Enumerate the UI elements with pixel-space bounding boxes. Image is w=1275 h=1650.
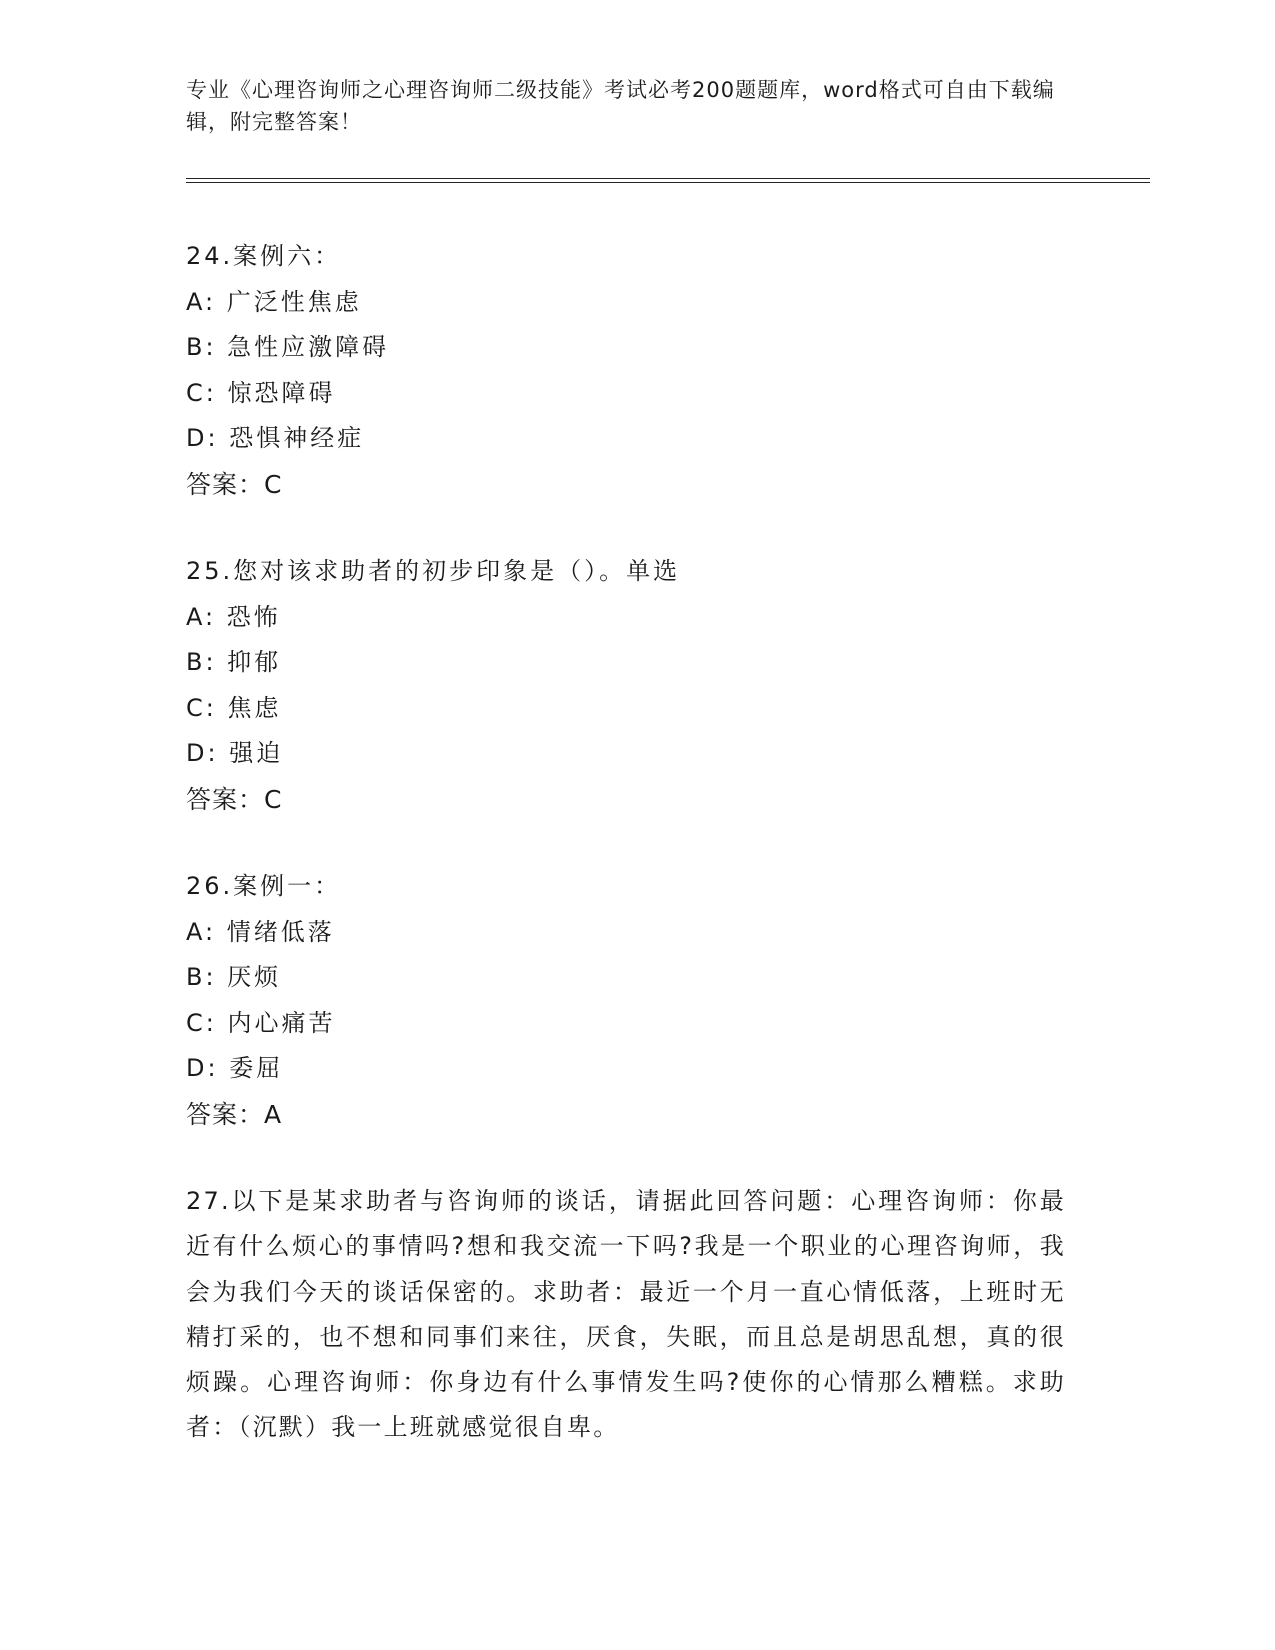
question-stem: 24.案例六： — [186, 242, 342, 270]
answer: 答案：C — [186, 784, 283, 814]
header-divider-bottom — [186, 182, 1150, 183]
option-c: C: 内心痛苦 — [186, 1008, 336, 1037]
option-b: B: 厌烦 — [186, 963, 282, 992]
answer: 答案：A — [186, 1099, 283, 1129]
question-26 — [186, 864, 1086, 1137]
option-a: A: 恐怖 — [186, 602, 281, 631]
document-header: 专业《心理咨询师之心理咨询师二级技能》考试必考200题题库，word格式可自由下载编辑，附完整答案！ — [186, 78, 1055, 134]
question-list — [186, 234, 1086, 1493]
option-b: B: 急性应激障碍 — [186, 333, 390, 362]
option-a: A: 情绪低落 — [186, 917, 335, 946]
answer: 答案：C — [186, 469, 283, 499]
header-divider-top — [186, 178, 1150, 179]
option-b: B: 抑郁 — [186, 648, 282, 677]
question-27 — [186, 1179, 1086, 1451]
question-27-text: 27.以下是某求助者与咨询师的谈话，请据此回答问题：心理咨询师：你最近有什么烦心的事情吗?想和我交流一下吗?我是一个职业的心理咨询师，我会为我们今天的谈话保密的。求助者：最近一个月一直心情低落，上班时无精打采的，也不想和同事们来往，厌食，失眠，而且总是胡思乱想，真的很烦躁。心理咨询师：你身边有什么事情发生吗?使你的心情那么糟糕。求助者：（沉默）我一上班就感觉很自卑。 — [186, 1186, 1066, 1442]
question-stem: 25.您对该求助者的初步印象是（）。单选 — [186, 556, 681, 585]
question-25 — [186, 549, 1086, 822]
option-c: C: 惊恐障碍 — [186, 378, 336, 407]
option-d: D: 强迫 — [186, 739, 284, 768]
option-c: C: 焦虑 — [186, 693, 282, 722]
option-d: D: 恐惧神经症 — [186, 424, 365, 453]
question-stem: 26.案例一： — [186, 871, 342, 900]
question-24 — [186, 234, 1086, 507]
option-a: A: 广泛性焦虑 — [186, 287, 362, 316]
option-d: D: 委屈 — [186, 1054, 284, 1083]
